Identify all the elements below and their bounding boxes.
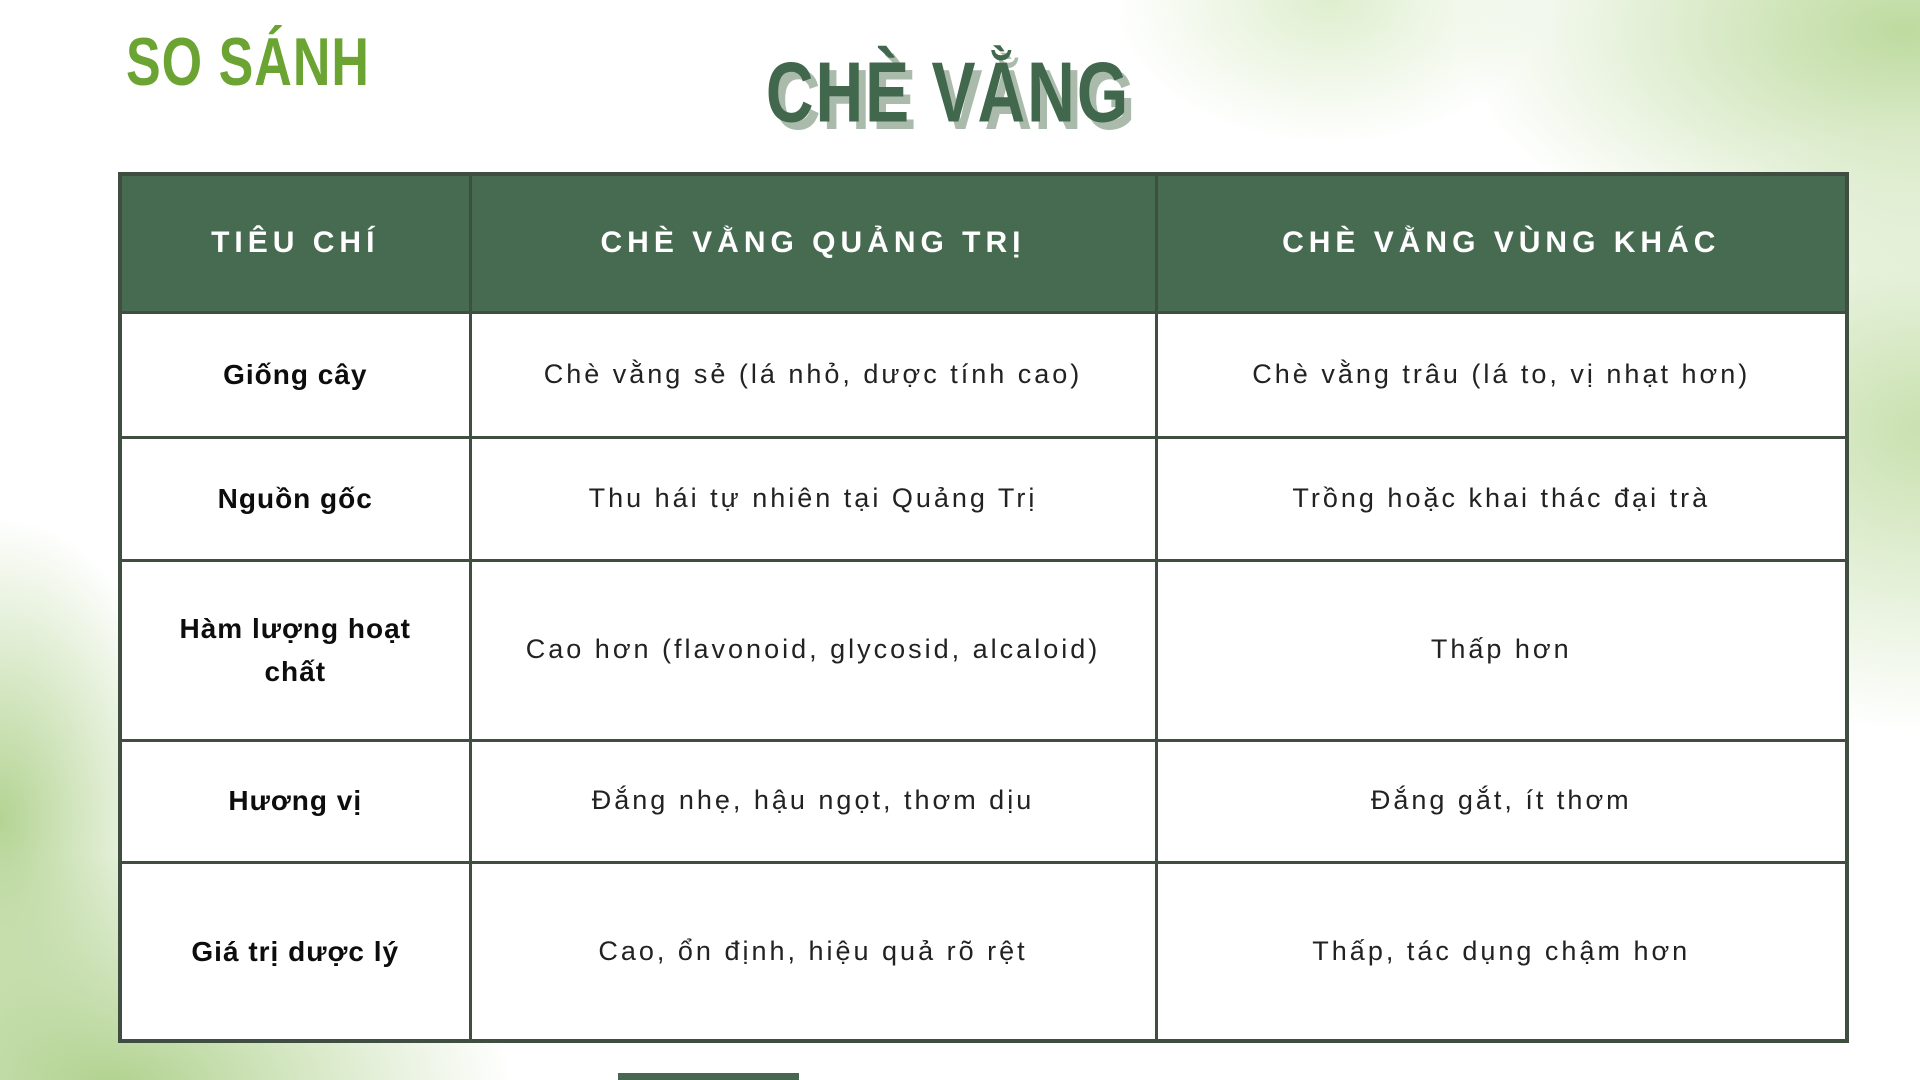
table-row [120,437,1847,560]
cell-quang-tri: Chè vằng sẻ (lá nhỏ, dược tính cao) [470,312,1156,437]
row-criterion: Hàm lượng hoạt chất [120,560,470,740]
col-header-other-regions: CHÈ VẰNG VÙNG KHÁC [1156,174,1847,312]
cell-other-regions: Trồng hoặc khai thác đại trà [1156,437,1847,560]
bottom-accent-bar [618,1073,799,1080]
cell-quang-tri: Thu hái tự nhiên tại Quảng Trị [470,437,1156,560]
cell-other-regions: Đắng gắt, ít thơm [1156,740,1847,862]
cell-other-regions: Thấp, tác dụng chậm hơn [1156,862,1847,1041]
row-criterion: Giá trị dược lý [120,862,470,1041]
table-row [120,312,1847,437]
row-criterion: Nguồn gốc [120,437,470,560]
cell-quang-tri: Cao hơn (flavonoid, glycosid, alcaloid) [470,560,1156,740]
page-title: CHÈ VẰNG [765,43,1131,140]
kicker-title: SO SÁNH [126,25,370,101]
cell-quang-tri: Đắng nhẹ, hậu ngọt, thơm dịu [470,740,1156,862]
table-row [120,862,1847,1041]
header-row [120,174,1847,312]
cell-quang-tri: Cao, ổn định, hiệu quả rõ rệt [470,862,1156,1041]
col-header-quang-tri: CHÈ VẰNG QUẢNG TRỊ [470,174,1156,312]
cell-other-regions: Thấp hơn [1156,560,1847,740]
table-row [120,560,1847,740]
cell-other-regions: Chè vằng trâu (lá to, vị nhạt hơn) [1156,312,1847,437]
comparison-table [118,172,1849,1043]
row-criterion: Giống cây [120,312,470,437]
col-header-criteria: TIÊU CHÍ [120,174,470,312]
row-criterion: Hương vị [120,740,470,862]
table-row [120,740,1847,862]
